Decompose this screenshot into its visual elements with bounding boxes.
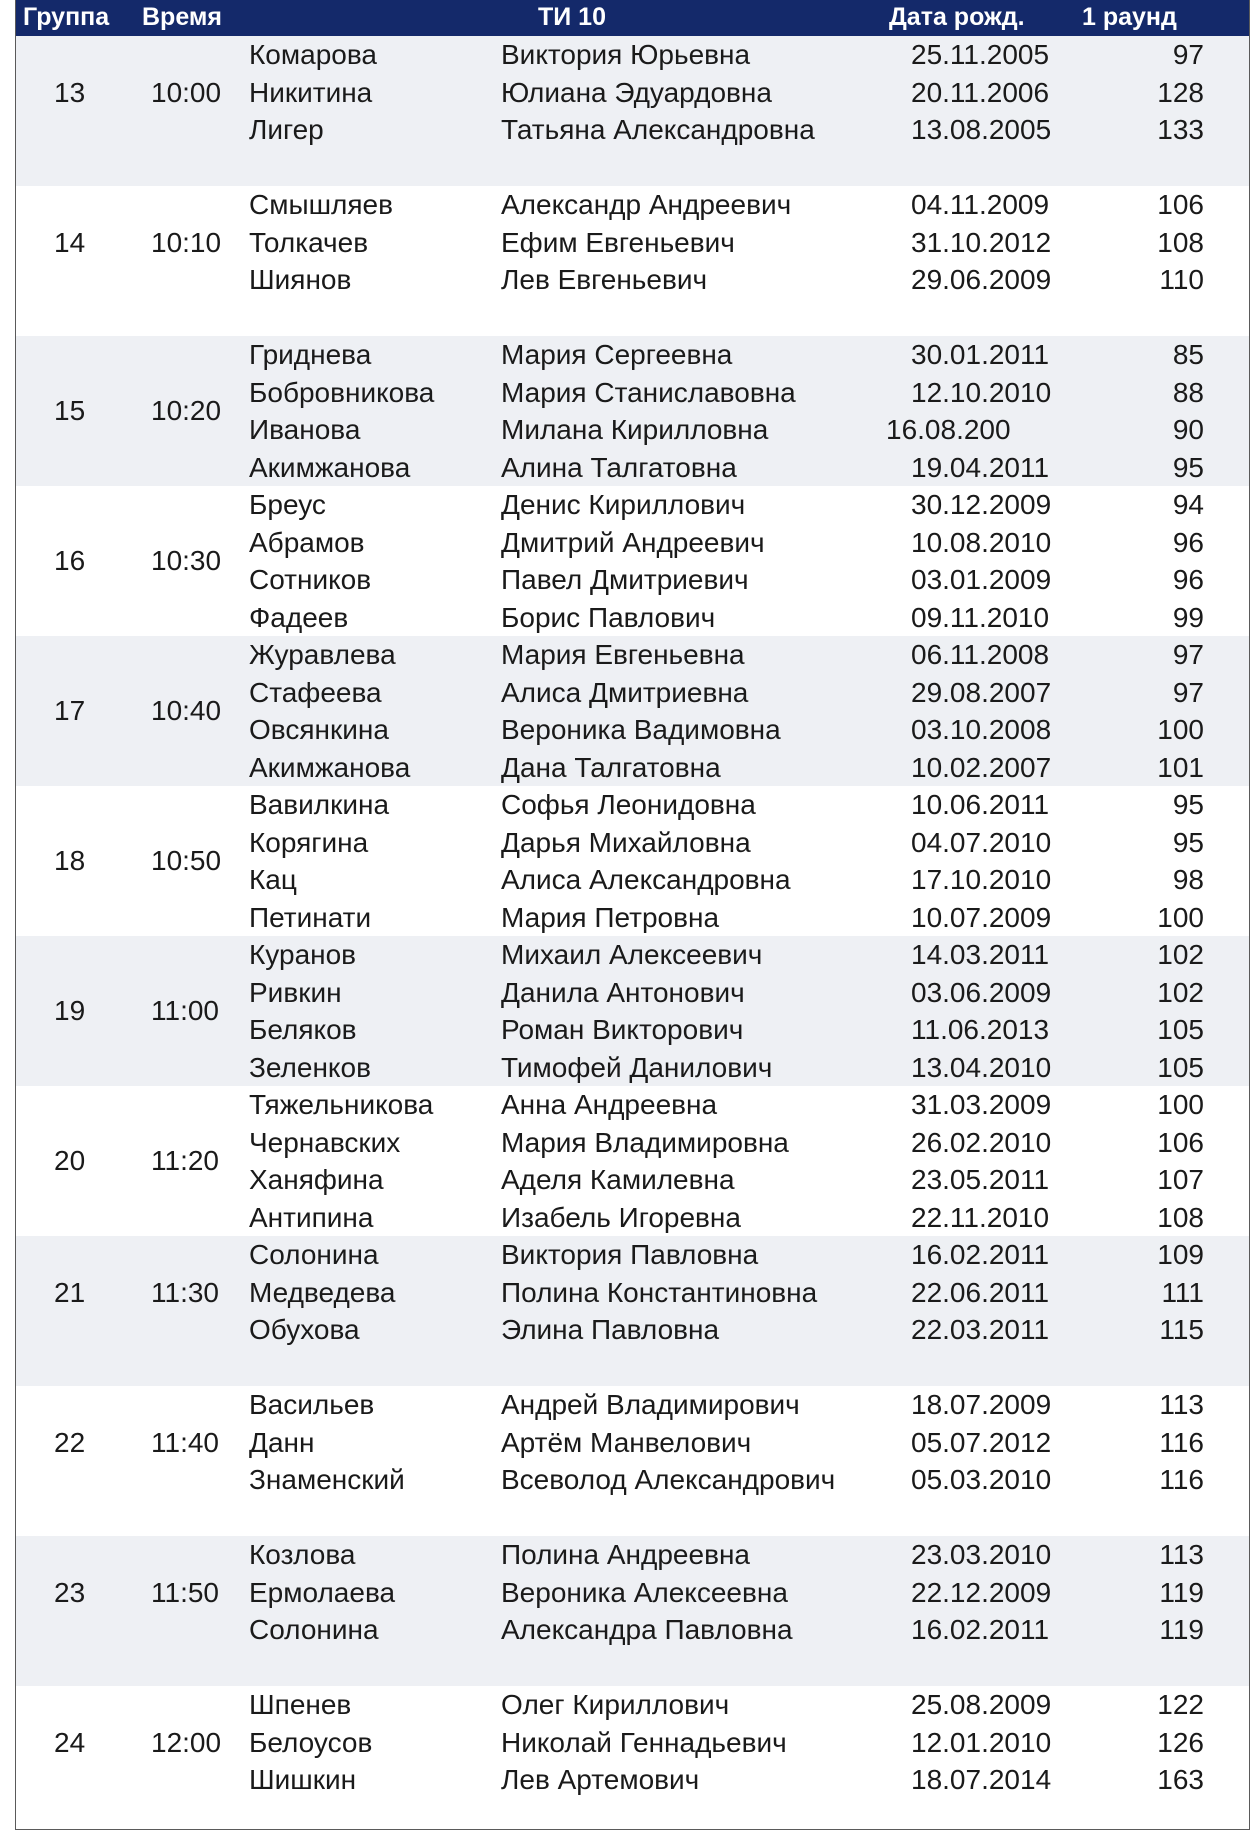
participant-surname: Акимжанова <box>249 451 411 483</box>
participant-birth-date: 10.07.2009 <box>911 901 1052 933</box>
participant-name: Всеволод Александрович <box>501 1464 836 1495</box>
table-row <box>16 1686 1249 1724</box>
group-time: 11:20 <box>151 1145 219 1177</box>
participant-rows <box>16 486 1249 636</box>
participant-surname: Иванова <box>249 414 361 445</box>
participant-surname: Комарова <box>249 39 377 70</box>
participant-surname: Белоусов <box>249 1726 373 1758</box>
group-block <box>16 786 1249 936</box>
participant-surname: Медведева <box>249 1276 396 1308</box>
group-number: 22 <box>54 1426 86 1458</box>
participant-birth-date: 22.06.2011 <box>911 1276 1050 1308</box>
table-row <box>16 1011 1249 1049</box>
participant-round-number: 95 <box>1172 826 1204 858</box>
participant-round-number: 102 <box>1157 976 1204 1008</box>
participant-name: Дарья Михайловна <box>501 826 751 858</box>
participant-surname: Ермолаева <box>249 1576 396 1608</box>
participant-name: Милана Кирилловна <box>501 414 769 445</box>
group-block <box>16 1536 1249 1686</box>
participant-round-number: 116 <box>1159 1426 1204 1458</box>
participant-surname: Шиянов <box>249 264 352 295</box>
participant-birth-date: 05.07.2012 <box>911 1426 1052 1458</box>
table-row <box>16 111 1249 149</box>
participant-round-number: 100 <box>1157 1089 1204 1120</box>
participant-surname: Бобровникова <box>249 376 435 408</box>
table-row <box>16 411 1249 449</box>
participant-birth-date: 09.11.2010 <box>911 601 1050 633</box>
participant-surname: Солонина <box>249 1239 379 1270</box>
participant-round-number: 122 <box>1157 1689 1204 1720</box>
participant-round-number: 109 <box>1157 1239 1204 1270</box>
participant-round-number: 111 <box>1161 1276 1204 1308</box>
participant-surname: Акимжанова <box>249 751 411 783</box>
participant-name: Виктория Павловна <box>501 1239 759 1270</box>
participant-name: Изабель Игоревна <box>501 1201 741 1233</box>
participant-birth-date: 13.08.2005 <box>911 114 1052 145</box>
participant-surname: Овсянкина <box>249 714 389 745</box>
group-number: 13 <box>54 76 86 108</box>
participant-rows <box>16 1086 1249 1236</box>
participant-birth-date: 22.11.2010 <box>911 1201 1050 1233</box>
participant-surname: Журавлева <box>249 639 396 670</box>
participant-birth-date: 04.11.2009 <box>911 189 1050 220</box>
participant-birth-date: 10.02.2007 <box>911 751 1052 783</box>
participant-surname: Никитина <box>249 76 373 108</box>
participant-surname: Вавилкина <box>249 789 390 820</box>
table-row <box>16 749 1249 787</box>
table-row <box>16 674 1249 712</box>
group-number: 24 <box>54 1726 86 1758</box>
participant-name: Вероника Вадимовна <box>501 714 781 745</box>
table-row <box>16 524 1249 562</box>
table-row <box>16 486 1249 524</box>
table-row <box>16 711 1249 749</box>
participant-rows <box>16 936 1249 1086</box>
participant-name: Элина Павловна <box>501 1314 720 1345</box>
participant-birth-date: 10.08.2010 <box>911 526 1052 558</box>
table-row <box>16 449 1249 487</box>
participant-rows <box>16 786 1249 936</box>
participant-surname: Кац <box>249 864 297 895</box>
participant-name: Ефим Евгеньевич <box>501 226 735 258</box>
table-row <box>16 224 1249 262</box>
participant-round-number: 106 <box>1157 1126 1204 1158</box>
participant-round-number: 85 <box>1172 339 1204 370</box>
table-row <box>16 936 1249 974</box>
group-number: 16 <box>54 545 86 577</box>
header-time: Время <box>142 3 222 31</box>
participant-surname: Васильев <box>249 1389 375 1420</box>
participant-name: Мария Сергеевна <box>501 339 733 370</box>
participant-surname: Корягина <box>249 826 369 858</box>
table-header <box>16 0 1249 36</box>
participant-surname: Фадеев <box>249 601 349 633</box>
group-block <box>16 36 1249 186</box>
group-block <box>16 336 1249 486</box>
participant-name: Денис Кириллович <box>501 489 746 520</box>
group-block <box>16 186 1249 336</box>
participant-birth-date: 19.04.2011 <box>911 451 1050 483</box>
table-row <box>16 1761 1249 1799</box>
participant-rows <box>16 186 1249 299</box>
participant-birth-date: 13.04.2010 <box>911 1051 1052 1083</box>
participant-surname: Абрамов <box>249 526 365 558</box>
table-row <box>16 786 1249 824</box>
group-time: 10:40 <box>151 695 222 727</box>
participant-round-number: 90 <box>1172 414 1204 445</box>
table-row <box>16 1086 1249 1124</box>
participant-name: Вероника Алексеевна <box>501 1576 788 1608</box>
participant-name: Мария Владимировна <box>501 1126 789 1158</box>
group-time: 11:30 <box>151 1276 219 1308</box>
participant-name: Александра Павловна <box>501 1614 793 1645</box>
group-list <box>16 36 1249 1836</box>
group-block <box>16 486 1249 636</box>
participant-surname: Солонина <box>249 1614 379 1645</box>
participant-birth-date: 23.03.2010 <box>911 1539 1052 1570</box>
participant-birth-date: 17.10.2010 <box>911 864 1052 895</box>
participant-name: Юлиана Эдуардовна <box>501 76 772 108</box>
participant-birth-date: 10.06.2011 <box>911 789 1050 820</box>
participant-round-number: 108 <box>1157 1201 1204 1233</box>
participant-round-number: 100 <box>1157 901 1204 933</box>
group-number: 17 <box>54 695 86 727</box>
participant-birth-date: 12.10.2010 <box>911 376 1052 408</box>
participant-surname: Ривкин <box>249 976 342 1008</box>
participant-birth-date: 03.01.2009 <box>911 564 1052 595</box>
participant-round-number: 96 <box>1172 526 1204 558</box>
participant-name: Мария Евгеньевна <box>501 639 745 670</box>
participant-name: Михаил Алексеевич <box>501 939 763 970</box>
group-time: 10:10 <box>151 226 222 258</box>
participant-name: Роман Викторович <box>501 1014 744 1045</box>
table-row <box>16 1124 1249 1162</box>
participant-name: Мария Петровна <box>501 901 720 933</box>
participant-birth-date: 20.11.2006 <box>911 76 1050 108</box>
header-group: Группа <box>23 3 110 31</box>
participant-surname: Знаменский <box>249 1464 405 1495</box>
participant-birth-date: 29.06.2009 <box>911 264 1052 295</box>
table-row <box>16 1311 1249 1349</box>
participant-surname: Петинати <box>249 901 372 933</box>
participant-round-number: 133 <box>1157 114 1204 145</box>
table-row <box>16 636 1249 674</box>
participant-round-number: 99 <box>1172 601 1204 633</box>
participant-birth-date: 29.08.2007 <box>911 676 1052 708</box>
participant-round-number: 95 <box>1172 451 1204 483</box>
participant-birth-date: 22.03.2011 <box>911 1314 1050 1345</box>
table-row <box>16 36 1249 74</box>
table-row <box>16 1199 1249 1237</box>
participant-name: Софья Леонидовна <box>501 789 756 820</box>
participant-birth-date: 05.03.2010 <box>911 1464 1052 1495</box>
table-row <box>16 1274 1249 1312</box>
group-number: 20 <box>54 1145 86 1177</box>
group-time: 10:30 <box>151 545 222 577</box>
table-row <box>16 1424 1249 1462</box>
participant-name: Олег Кириллович <box>501 1689 730 1720</box>
participant-surname: Беляков <box>249 1014 357 1045</box>
participant-birth-date: 03.06.2009 <box>911 976 1052 1008</box>
table-row <box>16 1161 1249 1199</box>
participant-name: Данила Антонович <box>501 976 745 1008</box>
participant-surname: Шишкин <box>249 1764 357 1795</box>
participant-birth-date: 25.08.2009 <box>911 1689 1052 1720</box>
participant-round-number: 116 <box>1159 1464 1204 1495</box>
participant-name: Алиса Дмитриевна <box>501 676 749 708</box>
participant-name: Алиса Александровна <box>501 864 791 895</box>
participant-birth-date: 23.05.2011 <box>911 1164 1050 1195</box>
participant-surname: Данн <box>249 1426 315 1458</box>
table-row <box>16 1386 1249 1424</box>
participant-surname: Шпенев <box>249 1689 352 1720</box>
participant-birth-date: 12.01.2010 <box>911 1726 1052 1758</box>
participant-birth-date: 16.02.2011 <box>911 1239 1050 1270</box>
schedule-sheet <box>15 0 1250 1830</box>
participant-name: Полина Константиновна <box>501 1276 818 1308</box>
table-row <box>16 74 1249 112</box>
participant-name: Николай Геннадьевич <box>501 1726 787 1758</box>
participant-name: Андрей Владимирович <box>501 1389 800 1420</box>
participant-name: Дмитрий Андреевич <box>501 526 765 558</box>
group-block <box>16 1086 1249 1236</box>
table-row <box>16 599 1249 637</box>
participant-round-number: 107 <box>1157 1164 1204 1195</box>
group-block <box>16 936 1249 1086</box>
table-row <box>16 899 1249 937</box>
participant-birth-date: 18.07.2009 <box>911 1389 1052 1420</box>
participant-rows <box>16 1386 1249 1499</box>
participant-round-number: 88 <box>1172 376 1204 408</box>
participant-surname: Козлова <box>249 1539 356 1570</box>
participant-birth-date: 31.03.2009 <box>911 1089 1052 1120</box>
participant-name: Мария Станиславовна <box>501 376 796 408</box>
participant-birth-date: 25.11.2005 <box>911 39 1050 70</box>
table-row <box>16 1574 1249 1612</box>
participant-rows <box>16 36 1249 149</box>
participant-surname: Куранов <box>249 939 357 970</box>
header-birth-date: Дата рожд. <box>889 3 1025 31</box>
group-time: 12:00 <box>151 1726 222 1758</box>
participant-birth-date: 31.10.2012 <box>911 226 1052 258</box>
header-round: 1 раунд <box>1082 3 1177 31</box>
table-row <box>16 1536 1249 1574</box>
participant-round-number: 106 <box>1157 189 1204 220</box>
group-time: 11:40 <box>151 1426 219 1458</box>
participant-surname: Антипина <box>249 1201 374 1233</box>
table-row <box>16 861 1249 899</box>
participant-round-number: 115 <box>1159 1314 1204 1345</box>
group-block <box>16 1686 1249 1836</box>
group-time: 10:20 <box>151 395 222 427</box>
participant-surname: Смышляев <box>249 189 394 220</box>
participant-birth-date: 14.03.2011 <box>911 939 1050 970</box>
participant-round-number: 128 <box>1157 76 1204 108</box>
participant-rows <box>16 1686 1249 1799</box>
participant-round-number: 119 <box>1159 1614 1204 1645</box>
participant-name: Алина Талгатовна <box>501 451 737 483</box>
participant-round-number: 97 <box>1172 39 1204 70</box>
participant-name: Виктория Юрьевна <box>501 39 751 70</box>
table-row <box>16 186 1249 224</box>
participant-surname: Лигер <box>249 114 324 145</box>
participant-round-number: 100 <box>1157 714 1204 745</box>
participant-name: Полина Андреевна <box>501 1539 750 1570</box>
table-row <box>16 974 1249 1012</box>
participant-surname: Толкачев <box>249 226 369 258</box>
participant-surname: Сотников <box>249 564 372 595</box>
table-row <box>16 1236 1249 1274</box>
group-time: 10:50 <box>151 845 222 877</box>
participant-round-number: 96 <box>1172 564 1204 595</box>
participant-birth-date: 18.07.2014 <box>911 1764 1052 1795</box>
participant-round-number: 163 <box>1157 1764 1204 1795</box>
participant-birth-date: 30.01.2011 <box>911 339 1050 370</box>
group-number: 15 <box>54 395 86 427</box>
table-row <box>16 261 1249 299</box>
table-row <box>16 336 1249 374</box>
participant-round-number: 110 <box>1159 264 1204 295</box>
participant-rows <box>16 336 1249 486</box>
table-row <box>16 1611 1249 1649</box>
participant-name: Татьяна Александровна <box>501 114 815 145</box>
participant-round-number: 97 <box>1172 676 1204 708</box>
participant-name: Павел Дмитриевич <box>501 564 749 595</box>
table-row <box>16 561 1249 599</box>
participant-name: Артём Манвелович <box>501 1426 752 1458</box>
participant-birth-date: 22.12.2009 <box>911 1576 1052 1608</box>
participant-name: Борис Павлович <box>501 601 716 633</box>
table-row <box>16 1724 1249 1762</box>
participant-name: Тимофей Данилович <box>501 1051 773 1083</box>
participant-surname: Обухова <box>249 1314 360 1345</box>
participant-surname: Зеленков <box>249 1051 371 1083</box>
group-block <box>16 1236 1249 1386</box>
participant-round-number: 113 <box>1159 1389 1204 1420</box>
participant-round-number: 105 <box>1157 1051 1204 1083</box>
group-block <box>16 1386 1249 1536</box>
group-block <box>16 636 1249 786</box>
group-time: 10:00 <box>151 76 222 108</box>
participant-round-number: 105 <box>1157 1014 1204 1045</box>
participant-birth-date: 26.02.2010 <box>911 1126 1052 1158</box>
participant-surname: Бреус <box>249 489 326 520</box>
participant-round-number: 97 <box>1172 639 1204 670</box>
participant-name: Аделя Камилевна <box>501 1164 735 1195</box>
participant-name: Лев Артемович <box>501 1764 700 1795</box>
participant-round-number: 95 <box>1172 789 1204 820</box>
group-number: 19 <box>54 995 86 1027</box>
participant-rows <box>16 1236 1249 1349</box>
participant-round-number: 126 <box>1157 1726 1204 1758</box>
participant-name: Александр Андреевич <box>501 189 792 220</box>
participant-surname: Тяжельникова <box>249 1089 434 1120</box>
participant-name: Анна Андреевна <box>501 1089 718 1120</box>
participant-round-number: 98 <box>1172 864 1204 895</box>
participant-birth-date: 06.11.2008 <box>911 639 1050 670</box>
participant-round-number: 119 <box>1159 1576 1204 1608</box>
participant-surname: Гриднева <box>249 339 372 370</box>
table-row <box>16 374 1249 412</box>
group-number: 23 <box>54 1576 86 1608</box>
table-row <box>16 1049 1249 1087</box>
participant-round-number: 94 <box>1172 489 1204 520</box>
group-time: 11:50 <box>151 1576 219 1608</box>
participant-surname: Стафеева <box>249 676 382 708</box>
group-number: 21 <box>54 1276 86 1308</box>
participant-birth-date: 04.07.2010 <box>911 826 1052 858</box>
table-row <box>16 824 1249 862</box>
participant-birth-date: 03.10.2008 <box>911 714 1052 745</box>
group-time: 11:00 <box>151 995 219 1027</box>
participant-surname: Ханяфина <box>249 1164 384 1195</box>
participant-birth-date: 30.12.2009 <box>911 489 1052 520</box>
group-number: 14 <box>54 226 86 258</box>
participant-birth-date: 16.02.2011 <box>911 1614 1050 1645</box>
table-row <box>16 1461 1249 1499</box>
participant-name: Дана Талгатовна <box>501 751 721 783</box>
header-title: ТИ 10 <box>538 3 606 31</box>
participant-round-number: 113 <box>1159 1539 1204 1570</box>
participant-rows <box>16 636 1249 786</box>
participant-round-number: 102 <box>1157 939 1204 970</box>
participant-birth-date: 11.06.2013 <box>911 1014 1050 1045</box>
participant-name: Лев Евгеньевич <box>501 264 708 295</box>
group-number: 18 <box>54 845 86 877</box>
participant-rows <box>16 1536 1249 1649</box>
participant-round-number: 101 <box>1157 751 1204 783</box>
participant-surname: Чернавских <box>249 1126 401 1158</box>
participant-birth-date: 16.08.200 <box>886 414 1011 445</box>
participant-round-number: 108 <box>1157 226 1204 258</box>
